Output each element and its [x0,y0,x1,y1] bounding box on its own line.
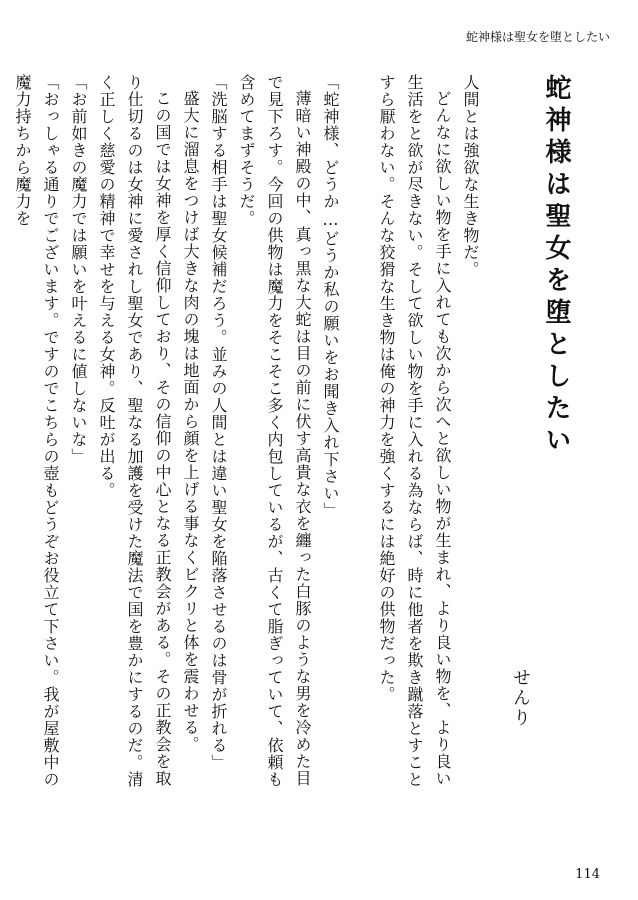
vertical-text-block [13,74,578,790]
story-title: 蛇神様は聖女を堕としたい [541,74,571,458]
paragraph-2: どんなに欲しい物を手に入れても次から次へと欲しい物が生まれ、より良い物を、より良い生活をと欲が尽きない。そして欲しい物を手に入れる為ならば、時に他者を欺き蹴落とすことすら厭わない。そんな狡猾な生き物は俺の神力を強くするには絶好の供物だった。 [377,74,452,788]
paragraph-7: この国では女神を厚く信仰しており、その信仰の中心となる正教会がある。その正教会を取り仕切るのは女神に愛されし聖女であり、聖なる加護を受けた魔法で国を豊かにするのだ。清く正しく慈愛の精神で幸せを与える女神。反吐が出る。 [97,74,172,788]
paragraph-4: 薄暗い神殿の中、真っ黒な大蛇は目の前に伏す高貴な衣を纏った白豚のような男を冷めた目で見下ろす。今回の供物は魔力をそこそこ多く内包しているが、古くて脂ぎっていて、依頼も含めてまずそうだ。 [237,74,312,788]
author-name: せんり [510,668,531,728]
paragraph-9: 「おっしゃる通りでございます。ですのでこちらの壺もどうぞお役立て下さい。我が屋敷中の魔力持ちから魔力を [13,74,60,788]
paragraph-5: 「洗脳する相手は聖女候補だろう。並みの人間とは違い聖女を陥落させるのは骨が折れる」 [209,74,228,771]
paragraph-6: 盛大に溜息をつけば大きな肉の塊は地面から顔を上げる事なくビクリと体を震わせる。 [181,90,200,753]
paragraph-8: 「お前如きの魔力では願いを叶えるに値しないな」 [69,74,88,465]
paragraph-1: 人間とは強欲な生き物だ。 [461,74,480,278]
page-number: 114 [575,867,600,882]
running-header: 蛇神様は聖女を堕としたい [465,30,610,44]
page-body [0,60,638,860]
paragraph-3: 「蛇神様、どうか…どうか私の願いをお聞き入れ下さい」 [321,74,340,519]
